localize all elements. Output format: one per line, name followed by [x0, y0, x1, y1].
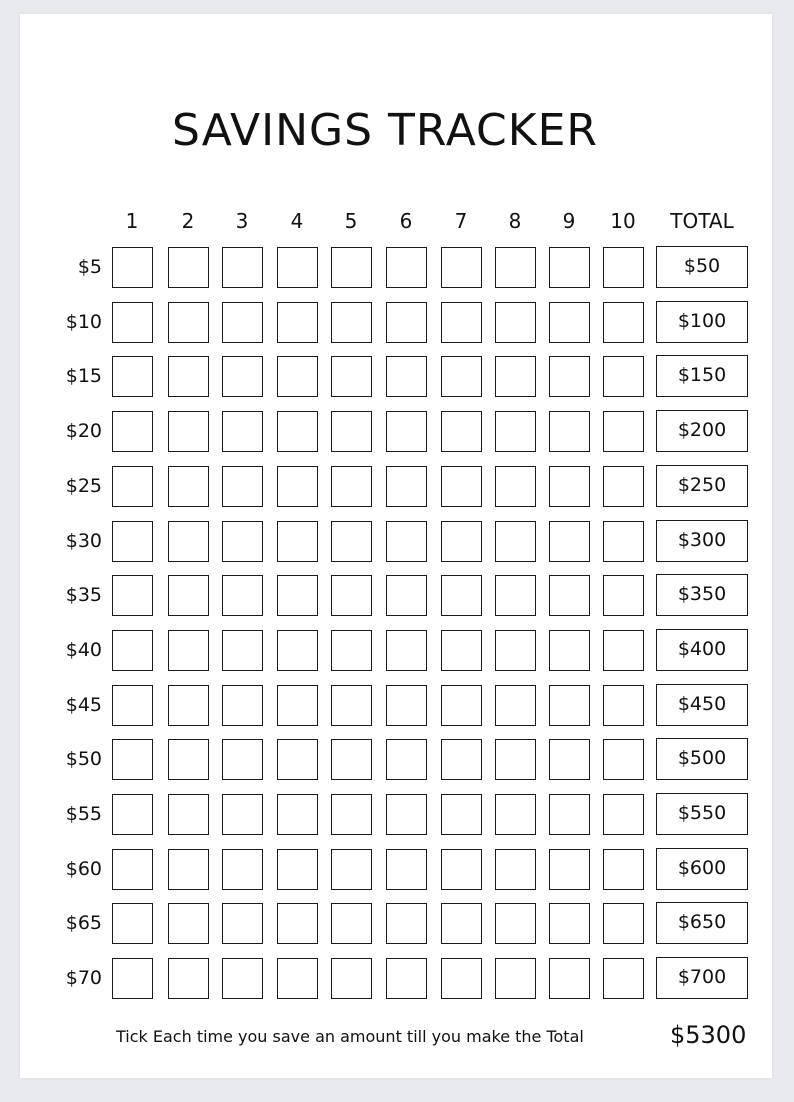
tick-box[interactable]	[495, 958, 536, 999]
tick-box[interactable]	[603, 794, 644, 835]
tick-box[interactable]	[386, 630, 427, 671]
tick-box[interactable]	[603, 466, 644, 507]
tick-box[interactable]	[331, 849, 372, 890]
tick-box[interactable]	[386, 739, 427, 780]
tick-box[interactable]	[168, 247, 209, 288]
tick-box[interactable]	[277, 903, 318, 944]
tick-box[interactable]	[277, 247, 318, 288]
tick-box[interactable]	[168, 630, 209, 671]
tick-box[interactable]	[277, 685, 318, 726]
row-total-box: $450	[656, 684, 748, 726]
tick-box[interactable]	[331, 302, 372, 343]
tick-box[interactable]	[441, 521, 482, 562]
row-total-box: $650	[656, 902, 748, 944]
tick-box[interactable]	[277, 794, 318, 835]
row-amount-label: $25	[65, 475, 102, 497]
row-amount-label: $35	[65, 584, 102, 606]
row-total-box: $100	[656, 301, 748, 343]
tick-box[interactable]	[168, 685, 209, 726]
tick-box[interactable]	[603, 411, 644, 452]
tick-box[interactable]	[386, 302, 427, 343]
tick-box[interactable]	[495, 356, 536, 397]
tick-box[interactable]	[495, 466, 536, 507]
tick-box[interactable]	[168, 903, 209, 944]
tick-box[interactable]	[441, 302, 482, 343]
tick-box[interactable]	[331, 356, 372, 397]
tick-box[interactable]	[603, 685, 644, 726]
tick-box[interactable]	[331, 575, 372, 616]
footer-instruction: Tick Each time you save an amount till you make the Total	[116, 1027, 584, 1046]
tick-box[interactable]	[222, 794, 263, 835]
tick-box[interactable]	[168, 411, 209, 452]
row-amount-label: $15	[65, 365, 102, 387]
tick-box[interactable]	[222, 521, 263, 562]
row-total-box: $400	[656, 629, 748, 671]
tick-box[interactable]	[331, 958, 372, 999]
tick-box[interactable]	[331, 685, 372, 726]
tick-box[interactable]	[441, 739, 482, 780]
column-header-9: 9	[562, 209, 576, 233]
page-title: SAVINGS TRACKER	[172, 105, 598, 156]
column-header-6: 6	[399, 209, 413, 233]
tick-box[interactable]	[168, 356, 209, 397]
tick-box[interactable]	[495, 849, 536, 890]
tick-box[interactable]	[112, 685, 153, 726]
tick-box[interactable]	[277, 849, 318, 890]
tick-box[interactable]	[112, 302, 153, 343]
tick-box[interactable]	[331, 903, 372, 944]
tick-box[interactable]	[549, 958, 590, 999]
column-header-1: 1	[125, 209, 139, 233]
tick-box[interactable]	[495, 903, 536, 944]
tick-box[interactable]	[112, 903, 153, 944]
tick-box[interactable]	[549, 466, 590, 507]
tick-box[interactable]	[112, 958, 153, 999]
tick-box[interactable]	[222, 685, 263, 726]
tick-box[interactable]	[441, 630, 482, 671]
tick-box[interactable]	[549, 630, 590, 671]
tick-box[interactable]	[386, 247, 427, 288]
tick-box[interactable]	[549, 794, 590, 835]
tick-box[interactable]	[441, 903, 482, 944]
row-amount-label: $40	[65, 639, 102, 661]
tick-box[interactable]	[331, 466, 372, 507]
row-amount-label: $60	[65, 858, 102, 880]
tick-box[interactable]	[441, 849, 482, 890]
tick-box[interactable]	[386, 849, 427, 890]
column-header-4: 4	[290, 209, 304, 233]
column-header-3: 3	[235, 209, 249, 233]
tick-box[interactable]	[277, 302, 318, 343]
tick-box[interactable]	[441, 356, 482, 397]
column-header-5: 5	[344, 209, 358, 233]
tick-box[interactable]	[386, 521, 427, 562]
tick-box[interactable]	[495, 411, 536, 452]
tick-box[interactable]	[168, 849, 209, 890]
tick-box[interactable]	[222, 247, 263, 288]
tick-box[interactable]	[222, 575, 263, 616]
tick-box[interactable]	[549, 247, 590, 288]
row-total-box: $50	[656, 246, 748, 288]
tick-box[interactable]	[495, 739, 536, 780]
tick-box[interactable]	[331, 247, 372, 288]
tick-box[interactable]	[603, 903, 644, 944]
tick-box[interactable]	[277, 411, 318, 452]
tick-box[interactable]	[441, 958, 482, 999]
tick-box[interactable]	[386, 575, 427, 616]
tick-box[interactable]	[112, 521, 153, 562]
tick-box[interactable]	[495, 630, 536, 671]
tick-box[interactable]	[441, 411, 482, 452]
tick-box[interactable]	[495, 247, 536, 288]
column-header-2: 2	[181, 209, 195, 233]
row-amount-label: $50	[65, 748, 102, 770]
row-amount-label: $10	[65, 311, 102, 333]
tick-box[interactable]	[603, 958, 644, 999]
tick-box[interactable]	[386, 794, 427, 835]
tick-box[interactable]	[603, 849, 644, 890]
column-header-10: 10	[610, 209, 636, 233]
row-amount-label: $5	[77, 256, 102, 278]
tick-box[interactable]	[168, 739, 209, 780]
tick-box[interactable]	[549, 903, 590, 944]
tick-box[interactable]	[441, 247, 482, 288]
tick-box[interactable]	[277, 521, 318, 562]
tick-box[interactable]	[331, 630, 372, 671]
row-amount-label: $30	[65, 530, 102, 552]
tick-box[interactable]	[168, 575, 209, 616]
row-total-box: $200	[656, 410, 748, 452]
tick-box[interactable]	[112, 466, 153, 507]
tick-box[interactable]	[112, 849, 153, 890]
row-total-box: $600	[656, 848, 748, 890]
tick-box[interactable]	[222, 958, 263, 999]
row-amount-label: $55	[65, 803, 102, 825]
grand-total: $5300	[670, 1021, 747, 1049]
tick-box[interactable]	[277, 739, 318, 780]
tick-box[interactable]	[603, 630, 644, 671]
tick-box[interactable]	[112, 411, 153, 452]
tick-box[interactable]	[331, 794, 372, 835]
tick-box[interactable]	[495, 575, 536, 616]
row-amount-label: $45	[65, 694, 102, 716]
tick-box[interactable]	[495, 302, 536, 343]
tick-box[interactable]	[386, 356, 427, 397]
tick-box[interactable]	[549, 521, 590, 562]
row-total-box: $350	[656, 574, 748, 616]
row-total-box: $550	[656, 793, 748, 835]
tick-box[interactable]	[168, 958, 209, 999]
tick-box[interactable]	[603, 739, 644, 780]
tick-box[interactable]	[386, 466, 427, 507]
tick-box[interactable]	[495, 685, 536, 726]
tick-box[interactable]	[277, 466, 318, 507]
tick-box[interactable]	[331, 411, 372, 452]
tick-box[interactable]	[112, 739, 153, 780]
tick-box[interactable]	[222, 739, 263, 780]
tick-box[interactable]	[549, 849, 590, 890]
row-amount-label: $65	[65, 912, 102, 934]
tick-box[interactable]	[277, 630, 318, 671]
tick-box[interactable]	[495, 521, 536, 562]
tick-box[interactable]	[441, 685, 482, 726]
tick-box[interactable]	[222, 630, 263, 671]
tick-box[interactable]	[549, 575, 590, 616]
column-header-7: 7	[454, 209, 468, 233]
tick-box[interactable]	[168, 302, 209, 343]
tick-box[interactable]	[112, 794, 153, 835]
tick-box[interactable]	[168, 466, 209, 507]
tick-box[interactable]	[386, 411, 427, 452]
tick-box[interactable]	[441, 794, 482, 835]
tick-box[interactable]	[168, 794, 209, 835]
tick-box[interactable]	[549, 739, 590, 780]
column-header-8: 8	[508, 209, 522, 233]
tick-box[interactable]	[603, 302, 644, 343]
tick-box[interactable]	[386, 958, 427, 999]
row-total-box: $300	[656, 520, 748, 562]
tick-box[interactable]	[495, 794, 536, 835]
tick-box[interactable]	[603, 356, 644, 397]
row-amount-label: $70	[65, 967, 102, 989]
tick-box[interactable]	[277, 958, 318, 999]
row-total-box: $700	[656, 957, 748, 999]
tick-box[interactable]	[603, 247, 644, 288]
row-total-box: $150	[656, 355, 748, 397]
tick-box[interactable]	[112, 247, 153, 288]
tick-box[interactable]	[222, 849, 263, 890]
tick-box[interactable]	[549, 685, 590, 726]
tick-box[interactable]	[549, 356, 590, 397]
tick-box[interactable]	[277, 356, 318, 397]
tick-box[interactable]	[112, 630, 153, 671]
tick-box[interactable]	[222, 903, 263, 944]
tick-box[interactable]	[168, 521, 209, 562]
tick-box[interactable]	[277, 575, 318, 616]
row-total-box: $250	[656, 465, 748, 507]
tick-box[interactable]	[603, 521, 644, 562]
tick-box[interactable]	[112, 356, 153, 397]
tick-box[interactable]	[386, 903, 427, 944]
tick-box[interactable]	[222, 356, 263, 397]
row-total-box: $500	[656, 738, 748, 780]
tick-box[interactable]	[603, 575, 644, 616]
total-column-header: TOTAL	[670, 209, 734, 233]
tick-box[interactable]	[222, 466, 263, 507]
tick-box[interactable]	[222, 411, 263, 452]
tick-box[interactable]	[331, 739, 372, 780]
tick-box[interactable]	[549, 411, 590, 452]
row-amount-label: $20	[65, 420, 102, 442]
tick-box[interactable]	[549, 302, 590, 343]
tick-box[interactable]	[386, 685, 427, 726]
tick-box[interactable]	[112, 575, 153, 616]
tick-box[interactable]	[331, 521, 372, 562]
tick-box[interactable]	[441, 466, 482, 507]
tick-box[interactable]	[222, 302, 263, 343]
tick-box[interactable]	[441, 575, 482, 616]
